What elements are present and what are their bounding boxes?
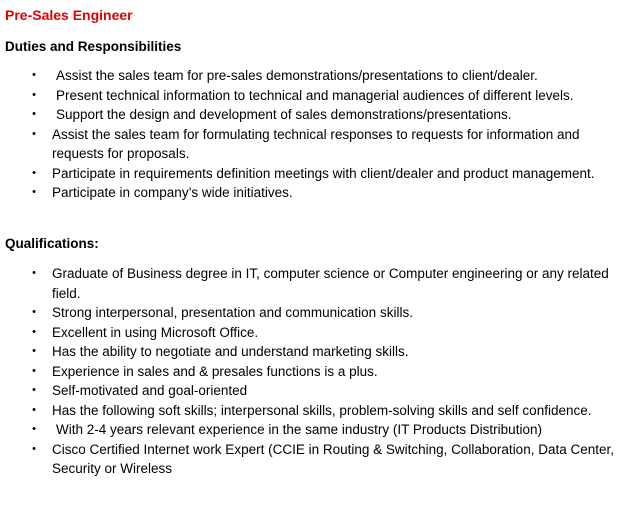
- bullet-icon: •: [32, 364, 36, 377]
- list-item-text: Participate in company’s wide initiatives.: [52, 185, 293, 200]
- list-item: [0, 303, 640, 323]
- list-item-text: Cisco Certified Internet work Expert (CCIE in Routing & Switching, Collaboration, Data Center, Security or Wireless: [52, 441, 614, 476]
- bullet-icon: •: [32, 306, 36, 318]
- duties-heading: Duties and Responsibilities: [5, 39, 182, 54]
- bullet-icon: •: [32, 384, 36, 396]
- bullet-icon: •: [32, 403, 36, 416]
- list-item-text: With 2-4 years relevant experience in the same industry (IT Products Distribution): [56, 422, 542, 437]
- bullet-icon: •: [32, 186, 36, 198]
- list-item-text: Strong interpersonal, presentation and communication skills.: [52, 305, 413, 320]
- list-item: [0, 323, 640, 343]
- job-title: Pre-Sales Engineer: [5, 7, 133, 23]
- list-item: [0, 362, 640, 382]
- bullet-icon: •: [32, 88, 36, 101]
- bullet-icon: •: [32, 423, 36, 435]
- list-item: [0, 105, 640, 125]
- list-item: [0, 264, 640, 303]
- list-item-text: Assist the sales team for pre-sales demonstrations/presentations to client/dealer.: [56, 68, 538, 83]
- bullet-icon: •: [32, 69, 36, 81]
- bullet-icon: •: [32, 267, 36, 279]
- duties-list: [0, 66, 640, 203]
- list-item: [0, 125, 640, 164]
- list-item-text: Support the design and development of sales demonstrations/presentations.: [56, 107, 512, 122]
- list-item-text: Self-motivated and goal-oriented: [52, 383, 248, 398]
- list-item: [0, 440, 640, 479]
- list-item: [0, 381, 640, 401]
- bullet-icon: •: [32, 325, 36, 338]
- bullet-icon: •: [32, 127, 36, 140]
- list-item: [0, 401, 640, 421]
- list-item-text: Experience in sales and & presales functions is a plus.: [52, 363, 378, 379]
- list-item-text: Has the ability to negotiate and understand marketing skills.: [52, 344, 409, 359]
- list-item-text: Excellent in using Microsoft Office.: [52, 324, 259, 340]
- bullet-icon: •: [32, 166, 36, 179]
- list-item: [0, 342, 640, 362]
- bullet-icon: •: [32, 108, 36, 120]
- list-item-text: Participate in requirements definition meetings with client/dealer and product management.: [52, 165, 595, 181]
- qualifications-heading: Qualifications:: [5, 236, 99, 251]
- list-item: [0, 164, 640, 184]
- list-item: [0, 86, 640, 106]
- list-item: [0, 183, 640, 203]
- list-item-text: Graduate of Business degree in IT, computer science or Computer engineering or any related field.: [52, 266, 609, 301]
- bullet-icon: •: [32, 345, 36, 357]
- list-item-text: Assist the sales team for formulating technical responses to requests for information and requests for proposals.: [52, 126, 580, 161]
- list-item-text: Has the following soft skills; interpersonal skills, problem-solving skills and self confidence.: [52, 402, 592, 418]
- qualifications-list: [0, 264, 640, 479]
- list-item-text: Present technical information to technical and managerial audiences of different levels.: [56, 87, 574, 103]
- bullet-icon: •: [32, 442, 36, 455]
- list-item: [0, 420, 640, 440]
- list-item: [0, 66, 640, 86]
